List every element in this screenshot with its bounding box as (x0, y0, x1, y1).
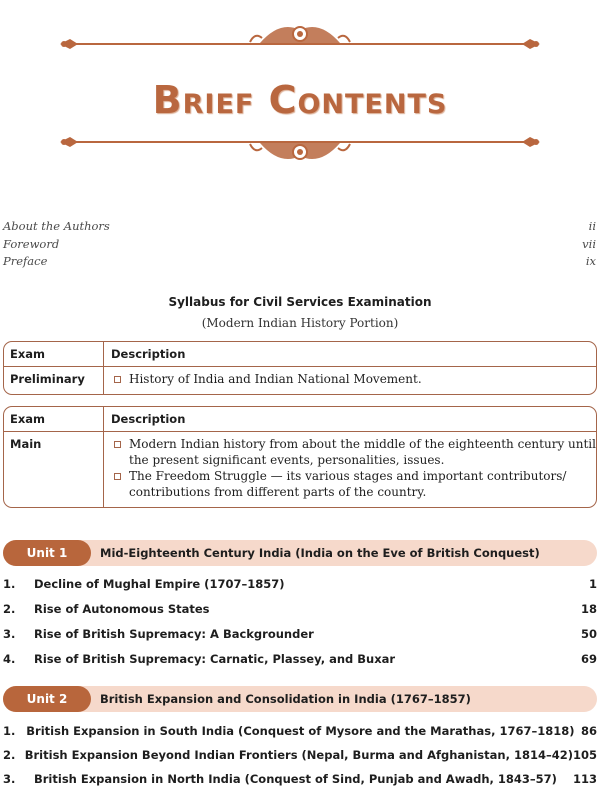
description-cell (104, 367, 596, 395)
square-bullet-icon (114, 376, 121, 383)
chapter-title: British Expansion in North India (Conquest of Sind, Punjab and Awadh, 1843–57) (34, 772, 557, 786)
chapter-page: 69 (580, 652, 597, 666)
table-row (4, 367, 596, 395)
chapter-number: 3. (3, 627, 16, 641)
table-header (4, 407, 596, 432)
column-header-exam: Exam (4, 407, 104, 431)
chapter-title: British Expansion in South India (Conquest of Mysore and the Marathas, 1767–1818) (26, 724, 575, 738)
chapter-page: 105 (572, 748, 597, 762)
chapter-page: 18 (580, 602, 597, 616)
front-matter-item[interactable] (3, 253, 596, 271)
top-ornament (0, 10, 600, 54)
chapter-page: 113 (572, 772, 597, 786)
chapter-number: 3. (3, 772, 16, 786)
description-cell (104, 432, 596, 508)
chapter-entry[interactable] (3, 770, 597, 788)
chapter-entry[interactable] (3, 625, 597, 643)
front-matter-page: ii (588, 219, 596, 233)
front-matter-label: Preface (3, 254, 48, 268)
exam-name: Main (4, 432, 104, 508)
chapter-entry[interactable] (3, 746, 597, 764)
chapter-title: Rise of British Supremacy: Carnatic, Plassey, and Buxar (34, 652, 396, 666)
unit-label: Unit 1 (3, 540, 91, 566)
front-matter-label: Foreword (3, 236, 60, 251)
chapter-page: 50 (580, 627, 597, 641)
chapter-number: 4. (3, 652, 16, 666)
column-header-description: Description (111, 412, 186, 426)
unit-header (3, 540, 597, 566)
unit-title: British Expansion and Consolidation in India (1767–1857) (100, 692, 471, 706)
chapter-title: Decline of Mughal Empire (1707–1857) (34, 577, 285, 591)
syllabus-subtitle: (Modern Indian History Portion) (201, 316, 399, 330)
bullet-item (111, 468, 596, 500)
chapter-entry[interactable] (3, 722, 597, 740)
exam-name: Preliminary (4, 367, 104, 395)
front-matter-page: ix (585, 254, 596, 268)
chapter-title: Rise of British Supremacy: A Backgrounder (34, 627, 314, 641)
bullet-text: Modern Indian history from about the middle of the eighteenth century until the present significant events, personalities, issues. (129, 437, 596, 467)
syllabus-title: Syllabus for Civil Services Examination (168, 295, 432, 309)
square-bullet-icon (114, 473, 121, 480)
chapter-entry[interactable] (3, 600, 597, 618)
front-matter-page: vii (582, 236, 596, 251)
chapter-number: 2. (3, 748, 16, 762)
chapter-page: 86 (580, 724, 597, 738)
unit-label: Unit 2 (3, 686, 91, 712)
square-bullet-icon (114, 441, 121, 448)
chapter-entry[interactable] (3, 650, 597, 668)
bullet-item (111, 371, 596, 387)
column-header-exam: Exam (4, 342, 104, 366)
chapter-number: 2. (3, 602, 16, 616)
main-table (3, 406, 597, 508)
table-header (4, 342, 596, 367)
unit-header (3, 686, 597, 712)
front-matter-list (3, 218, 596, 271)
bullet-text: History of India and Indian National Movement. (129, 372, 422, 386)
front-matter-label: About the Authors (3, 219, 110, 233)
chapter-page: 1 (588, 577, 597, 591)
unit-title: Mid-Eighteenth Century India (India on the Eve of British Conquest) (100, 546, 540, 560)
chapter-title: Rise of Autonomous States (34, 602, 210, 616)
bullet-text: The Freedom Struggle — its various stages and important contributors/ contributions from different parts of the country. (129, 469, 567, 499)
column-header-description: Description (111, 347, 186, 361)
chapter-number: 1. (3, 724, 16, 738)
front-matter-item[interactable] (3, 218, 596, 236)
front-matter-item[interactable] (3, 236, 596, 254)
chapter-number: 1. (3, 577, 16, 591)
bottom-ornament (0, 132, 600, 176)
bullet-item (111, 436, 596, 468)
chapter-title: British Expansion Beyond Indian Frontiers (Nepal, Burma and Afghanistan, 1814–42) (24, 748, 573, 762)
table-row (4, 432, 596, 508)
chapter-entry[interactable] (3, 575, 597, 593)
prelim-table (3, 341, 597, 395)
page-title: Brief Contents (152, 78, 448, 122)
